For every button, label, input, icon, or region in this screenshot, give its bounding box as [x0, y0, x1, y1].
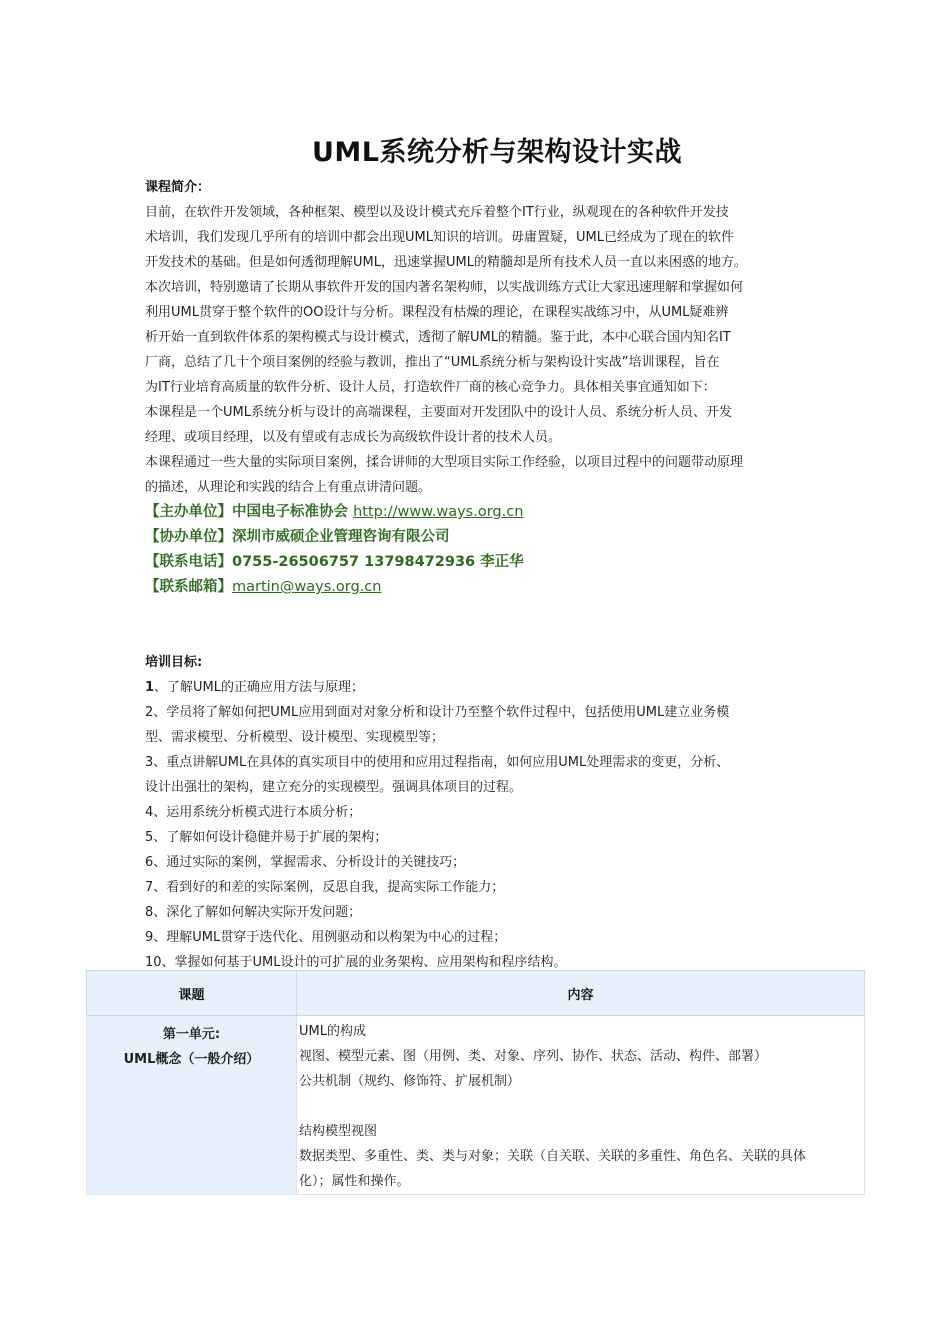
intro-line: 厂商，总结了几十个项目案例的经验与教训，推出了“UML系统分析与架构设计实战”培训课程，旨在: [145, 355, 720, 370]
column-header-topic: 课题: [87, 971, 297, 1016]
intro-line: 目前，在软件开发领域，各种框架、模型以及设计模式充斥着整个IT行业，纵观现在的各种软件开发技: [145, 205, 729, 220]
intro-paragraphs: [145, 200, 825, 500]
goal-item: 10、掌握如何基于UML设计的可扩展的业务架构、应用架构和程序结构。: [145, 955, 567, 970]
email-label: 【联系邮箱】: [145, 579, 232, 595]
content-line-blank: [299, 1094, 862, 1119]
intro-line: 开发技术的基础。但是如何透彻理解UML，迅速掌握UML的精髓却是所有技术人员一直以来困惑的地方。: [145, 255, 747, 270]
column-header-content: 内容: [297, 971, 865, 1016]
goal-item: 7、看到好的和差的实际案例，反思自我，提高实际工作能力；: [145, 880, 505, 895]
goal-item: 4、运用系统分析模式进行本质分析；: [145, 805, 362, 820]
intro-line: 经理、或项目经理，以及有望或有志成长为高级软件设计者的技术人员。: [145, 430, 562, 445]
goals-list: [145, 675, 825, 975]
organizer-name: 中国电子标准协会: [232, 504, 354, 520]
course-table: [86, 970, 865, 1195]
page-title: UML系统分析与架构设计实战: [312, 137, 682, 168]
intro-line: 析开始一直到软件体系的架构模式与设计模式，透彻了解UML的精髓。鉴于此，本中心联合国内知名IT: [145, 330, 731, 345]
intro-line: 本课程通过一些大量的实际项目案例，揉合讲师的大型项目实际工作经验，以项目过程中的问题带动原理: [145, 455, 744, 470]
phone-line: [145, 550, 825, 575]
goal-item: [145, 675, 825, 700]
goal-text: 、了解UML的正确应用方法与原理；: [154, 680, 365, 695]
email-link[interactable]: martin@ways.org.cn: [232, 579, 382, 595]
intro-line: 为IT行业培育高质量的软件分析、设计人员，打造软件厂商的核心竞争力。具体相关事宜通知如下：: [145, 380, 716, 395]
coorganizer-name: 深圳市威硕企业管理咨询有限公司: [232, 529, 450, 545]
intro-line: 本课程是一个UML系统分析与设计的高端课程，主要面对开发团队中的设计人员、系统分析人员、开发: [145, 405, 732, 420]
goal-item: 2、学员将了解如何把UML应用到面对对象分析和设计乃至整个软件过程中，包括使用UML建立业务模: [145, 705, 730, 720]
content-line: 公共机制（规约、修饰符、扩展机制）: [299, 1074, 521, 1089]
intro-line: 本次培训，特别邀请了长期从事软件开发的国内著名架构师，以实战训练方式让大家迅速理解和掌握如何: [145, 280, 744, 295]
goal-item: 型、需求模型、分析模型、设计模型、实现模型等；: [145, 730, 445, 745]
phone-label: 【联系电话】: [145, 554, 232, 570]
goal-number: 1: [145, 680, 155, 695]
content-line: 化）；属性和操作。: [299, 1174, 410, 1189]
unit-cell: [87, 1016, 297, 1195]
unit-label: 第一单元:: [162, 1027, 221, 1042]
table-header-row: [87, 971, 865, 1016]
goals-heading: 培训目标:: [145, 655, 203, 670]
content-line: 结构模型视图: [299, 1124, 378, 1139]
goal-item: 9、理解UML贯穿于迭代化、用例驱动和以构架为中心的过程；: [145, 930, 507, 945]
intro-heading: 课程简介：: [145, 180, 211, 195]
content-line: 数据类型、多重性、类、类与对象；关联（自关联、关联的多重性、角色名、关联的具体: [299, 1149, 807, 1164]
coorganizer-line: [145, 525, 825, 550]
intro-line: 的描述，从理论和实践的结合上有重点讲清问题。: [145, 480, 432, 495]
coorganizer-label: 【协办单位】: [145, 529, 232, 545]
organizer-line: [145, 500, 825, 525]
contact-block: [145, 500, 825, 600]
phone-number: 0755-26506757 13798472936 李正华: [232, 554, 524, 570]
goal-item: 设计出强壮的架构，建立充分的实现模型。强调具体项目的过程。: [145, 780, 523, 795]
organizer-website-link[interactable]: http://www.ways.org.cn: [353, 504, 524, 520]
table-row: [87, 1016, 865, 1195]
intro-line: 利用UML贯穿于整个软件的OO设计与分析。课程没有枯燥的理论，在课程实战练习中，从UML疑难辨: [145, 305, 729, 320]
goal-item: 6、通过实际的案例，掌握需求、分析设计的关键技巧；: [145, 855, 466, 870]
content-line: 视图、模型元素、图（用例、类、对象、序列、协作、状态、活动、构件、部署）: [299, 1049, 768, 1064]
unit-topic: UML概念（一般介绍）: [123, 1052, 260, 1067]
organizer-label: 【主办单位】: [145, 504, 232, 520]
content-cell: [297, 1016, 865, 1195]
goal-item: 8、深化了解如何解决实际开发问题；: [145, 905, 362, 920]
goal-item: 5、了解如何设计稳健并易于扩展的架构；: [145, 830, 388, 845]
document-body: [145, 175, 825, 975]
section-spacer: [145, 600, 825, 650]
content-line: UML的构成: [299, 1024, 366, 1039]
intro-line: 术培训，我们发现几乎所有的培训中都会出现UML知识的培训。毋庸置疑，UML已经成为了现在的软件: [145, 230, 734, 245]
email-line: [145, 575, 825, 600]
goal-item: 3、重点讲解UML在具体的真实项目中的使用和应用过程指南，如何应用UML处理需求的变更，分析、: [145, 755, 730, 770]
